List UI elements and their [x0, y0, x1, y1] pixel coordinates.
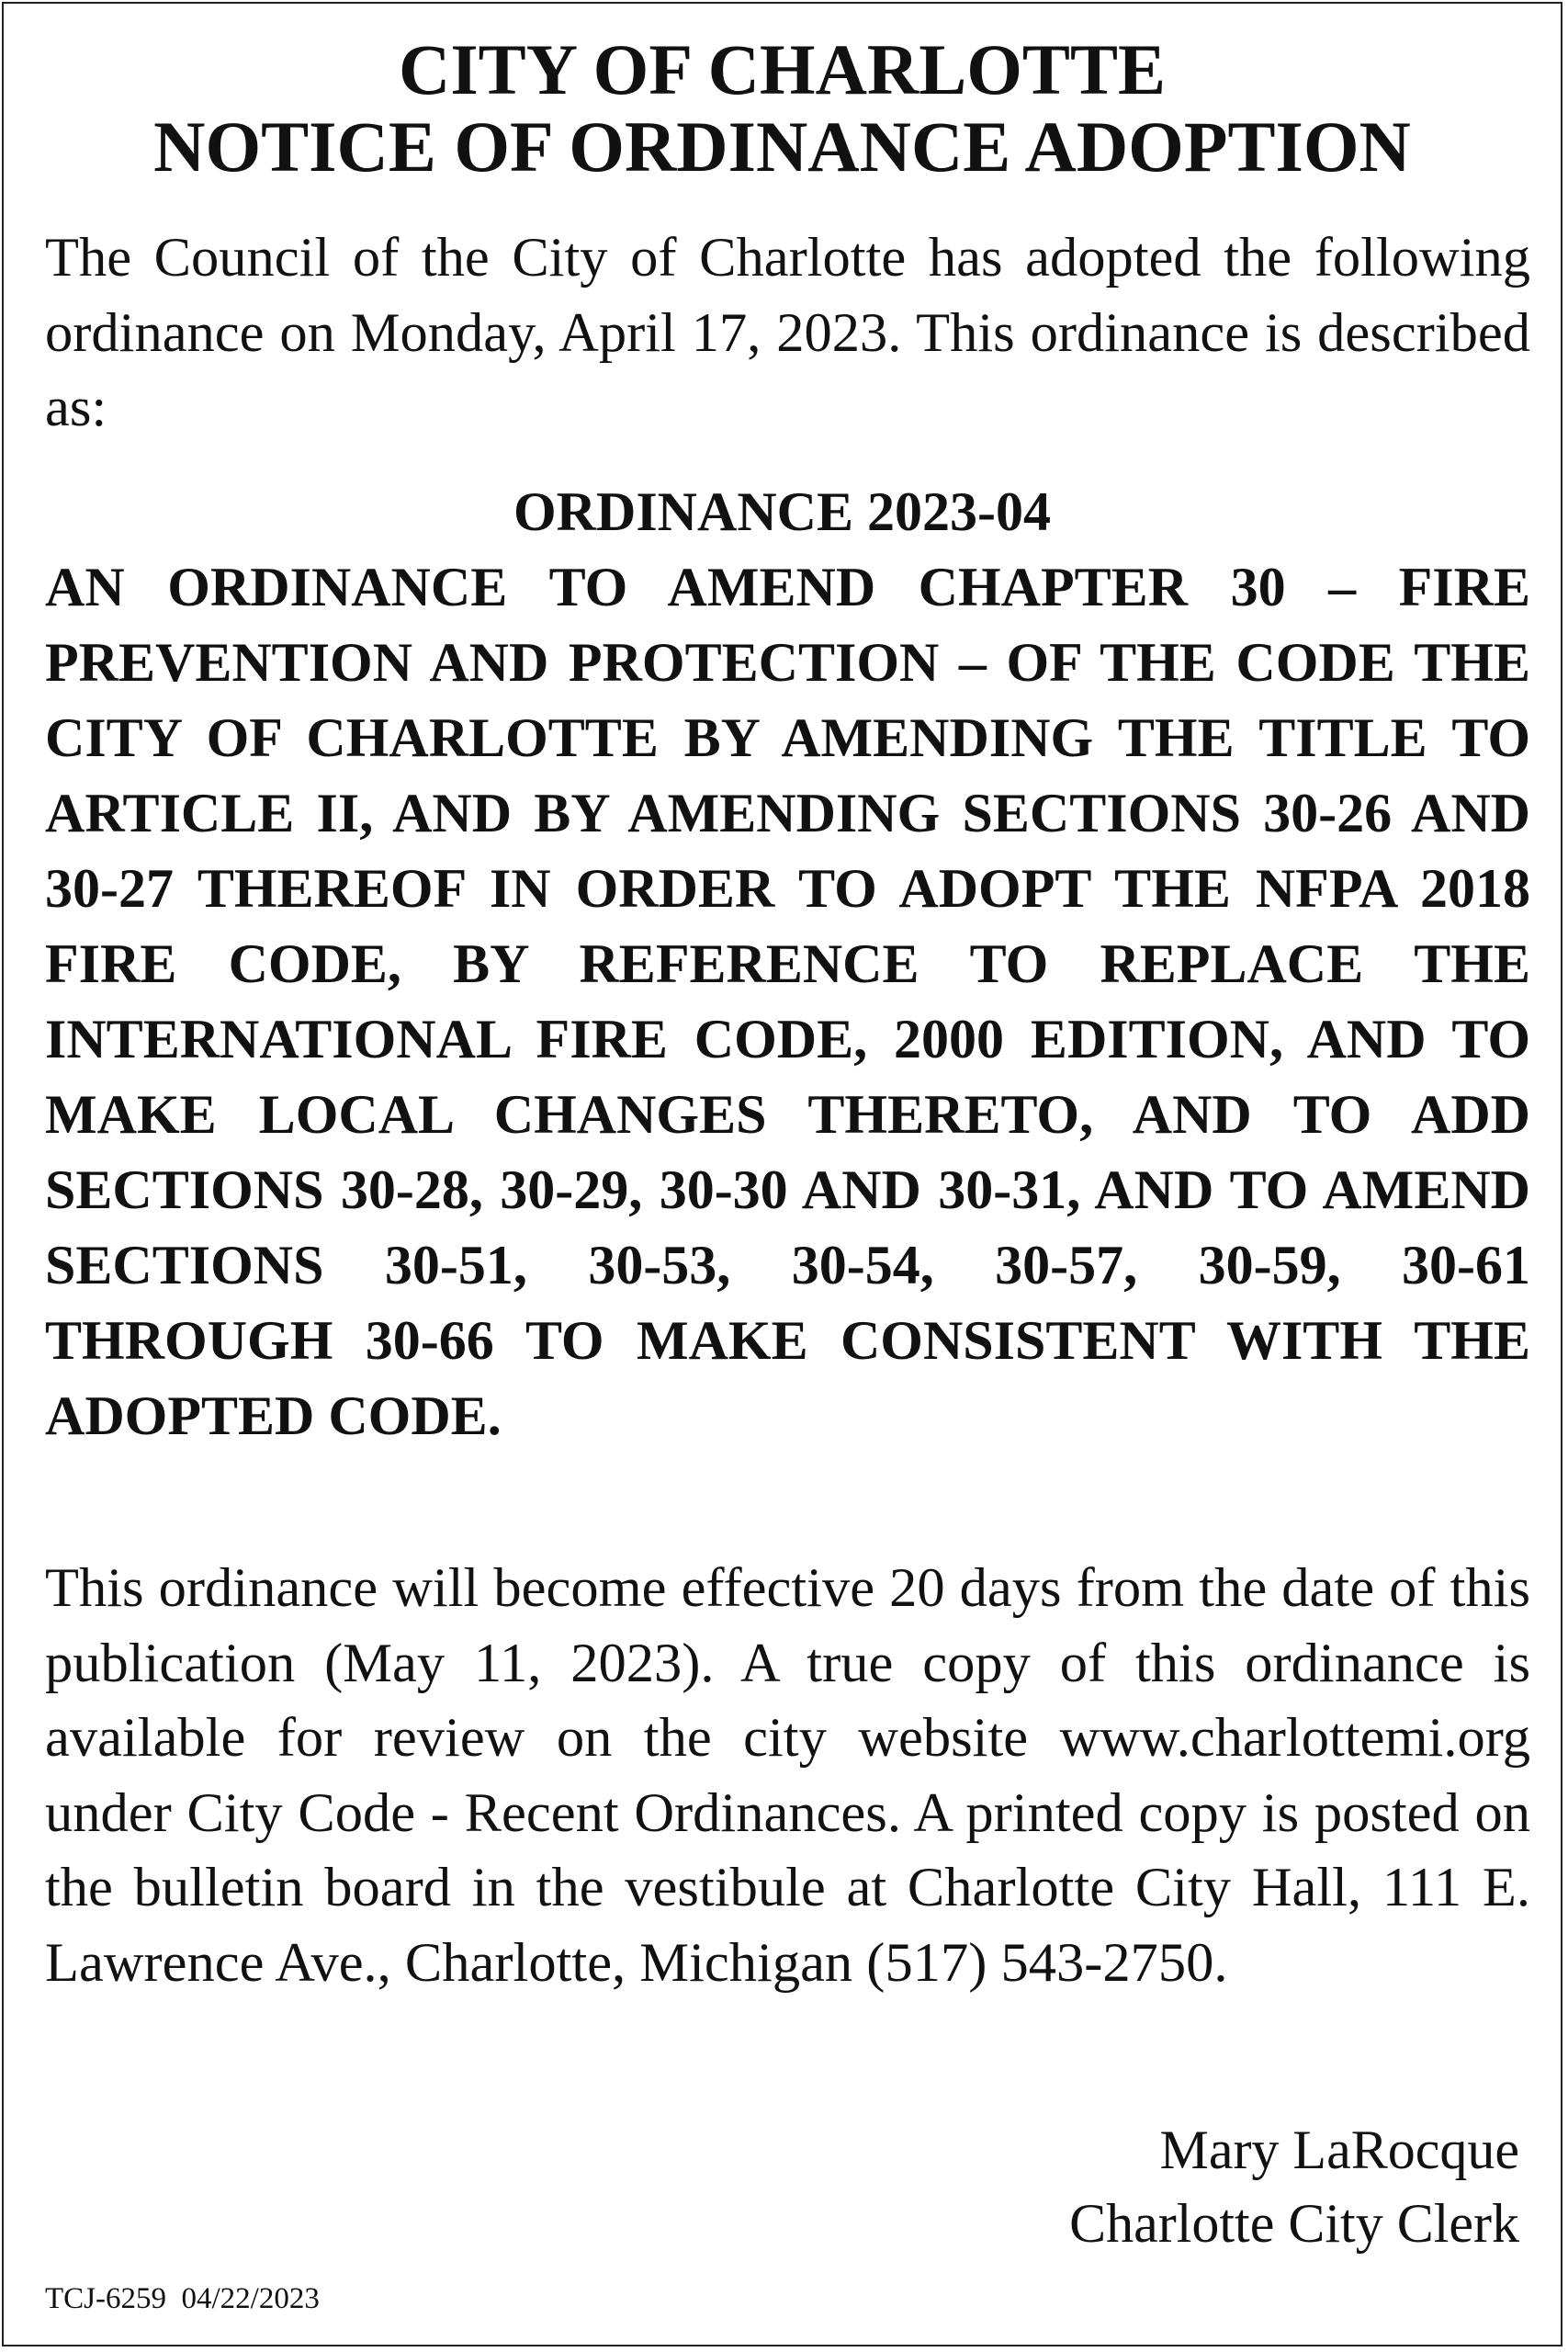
ordinance-notice [2, 2, 1562, 2346]
ordinance-title: AN ORDINANCE TO AMEND CHAPTER 30 – FIRE PREVENTION AND PROTECTION – OF THE CODE THE CITY OF CHARLOTTE BY AMENDING THE TITLE TO ARTICLE II, AND BY AMENDING SECTIONS 30-26 AND 30-27 THEREOF IN ORDER TO ADOPT THE NFPA 2018 FIRE CODE, BY REFERENCE TO REPLACE THE INTERNATIONAL FIRE CODE, 2000 EDITION, AND TO MAKE LOCAL CHANGES THERETO, AND TO ADD SECTIONS 30-28, 30-29, 30-30 AND 30-31, AND TO AMEND SECTIONS 30-51, 30-53, 30-54, 30-57, 30-59, 30-61 THROUGH 30-66 TO MAKE CONSISTENT WITH THE ADOPTED CODE. [45, 557, 1530, 1446]
notice-title-city: CITY OF CHARLOTTE [399, 29, 1166, 109]
signature-name: Mary LaRocque [1159, 2120, 1519, 2180]
notice-title-heading: NOTICE OF ORDINANCE ADOPTION [153, 107, 1411, 187]
ordinance-number: ORDINANCE 2023-04 [513, 481, 1051, 542]
signature-title: Charlotte City Clerk [1069, 2193, 1519, 2254]
effective-paragraph: This ordinance will become effective 20 days from the date of this publication (May 11, 2023). A true copy of this ordinance is available for review on the city website www.charlottemi.org under City Code - Recent Ordinances. A printed copy is posted on the bulletin board in the vestibule at Charlotte City Hall, 111 E. Lawrence Ave., Charlotte, Michigan (517) 543-2750. [45, 1557, 1530, 1994]
publication-reference: TCJ-6259 04/22/2023 [45, 2282, 320, 2315]
intro-paragraph: The Council of the City of Charlotte has adopted the following ordinance on Monday, April 17, 2023. This ordinance is described as: [45, 227, 1530, 438]
